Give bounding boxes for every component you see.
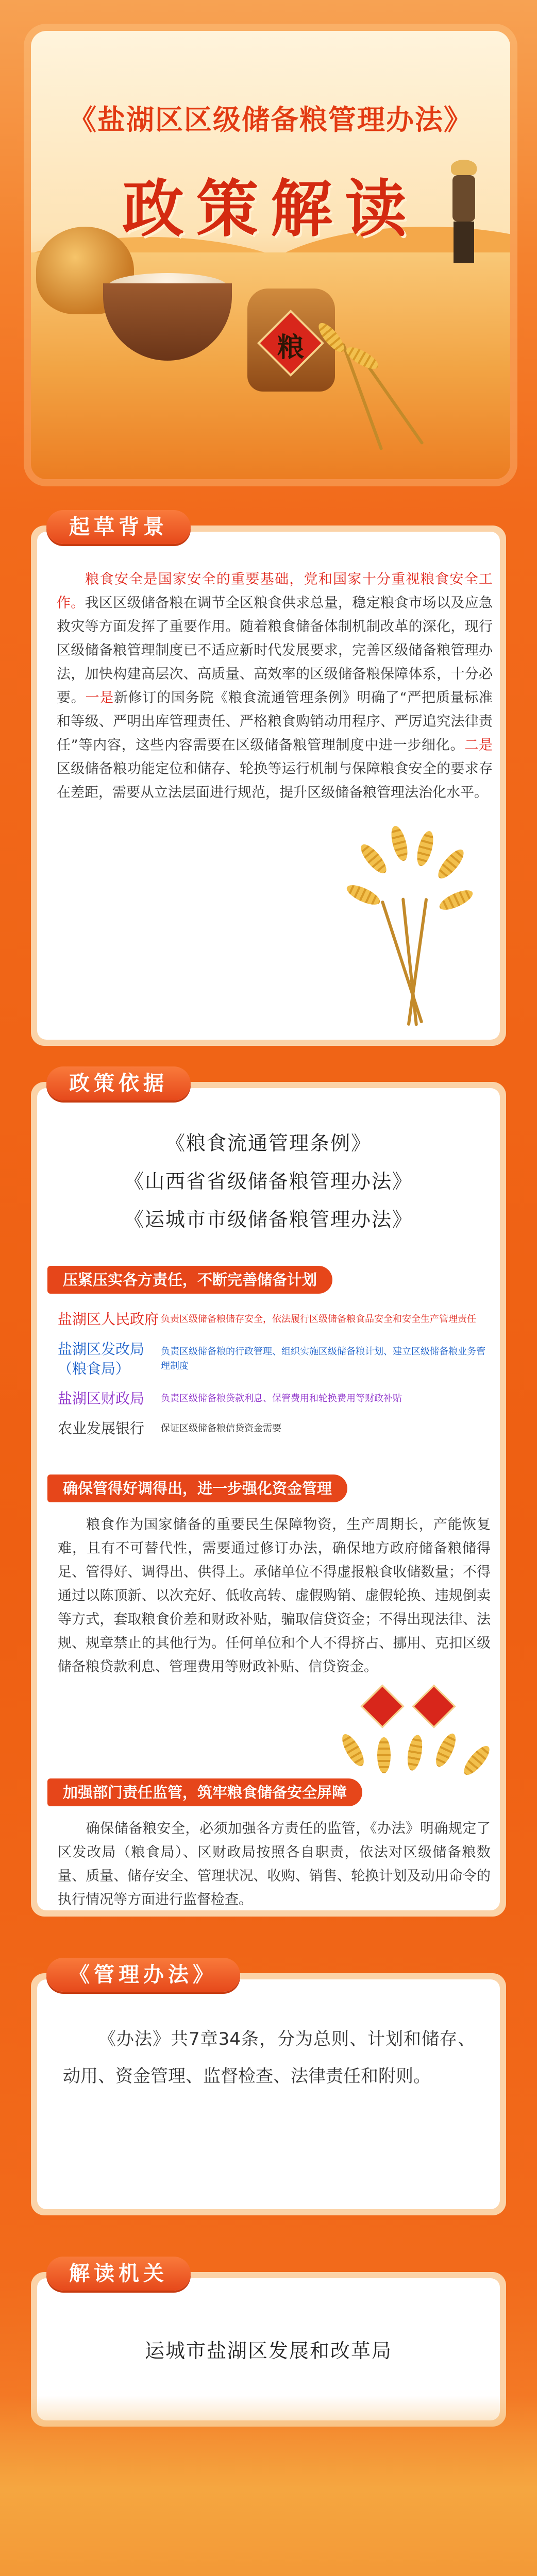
- duty-name: 盐湖区发改局 （粮食局）: [58, 1341, 145, 1377]
- duty-desc: 负责区级储备粮的行政管理、组织实施区级储备粮计划、建立区级储备粮业务管理制度: [161, 1346, 485, 1371]
- duty-row: [58, 1414, 491, 1444]
- duty-name: 盐湖区人民政府: [58, 1311, 159, 1328]
- law-item: 《山西省省级储备粮管理办法》: [124, 1170, 413, 1193]
- duty-table: [58, 1304, 491, 1444]
- duty-desc: 负责区级储备粮贷款利息、保管费用和轮换费用等财政补贴: [161, 1393, 402, 1404]
- section-background: [31, 515, 506, 1046]
- law-list: [37, 1124, 500, 1239]
- jar-label-text: 粮: [277, 332, 304, 363]
- paragraph-text: 《办法》共7章34条，分为总则、计划和储存、动用、资金管理、监督检查、法律责任和附则。: [63, 2029, 475, 2087]
- hero-headline: 政策解读: [122, 174, 419, 245]
- paragraph-text: 我区区级储备粮在调节全区粮食供求总量，稳定粮食市场以及应急救灾等方面发挥了重要作用。随着粮食储备体制机制改革的深化，现行区级储备粮管理制度已不适应新时代发展要求，完善区级储备粮管理办法，加快构建高层次、高质量、高效率的区级储备粮保障体系，十分必要。: [57, 595, 493, 706]
- agency-name: 运城市盐湖区发展和改革局: [144, 2340, 392, 2362]
- duty-desc: 负责区级储备粮储存安全，依法履行区级储备粮食品安全和安全生产管理责任: [161, 1314, 476, 1325]
- section-measures: [31, 1963, 506, 2215]
- section-body: [37, 1979, 500, 2209]
- fund-text: [58, 1513, 491, 1679]
- duty-row: [58, 1334, 491, 1384]
- supervise-text: [58, 1817, 491, 1910]
- section-policy-basis: [31, 1072, 506, 1917]
- section-body: [37, 532, 500, 1040]
- duty-row: [58, 1384, 491, 1414]
- subheading-2: [47, 1475, 347, 1502]
- section-body: [37, 1088, 500, 1910]
- bottom-wheat-decoration: [0, 2550, 537, 2576]
- section-tab: 解读机关: [46, 2257, 191, 2291]
- subheading-1: [47, 1266, 332, 1294]
- hero-title: 《盐湖区区级储备粮管理办法》: [69, 104, 473, 136]
- wheat-bundle-illustration: [346, 820, 480, 1026]
- section-tab: 政策依据: [46, 1066, 191, 1100]
- law-item: 《粮食流通管理条例》: [165, 1132, 372, 1155]
- grain-decoration: [346, 1670, 491, 1789]
- duty-desc: 保证区级储备粮信贷资金需要: [161, 1423, 281, 1434]
- hero-banner: [31, 31, 510, 479]
- highlight-red: 二是: [464, 737, 493, 753]
- section-tab: 《管理办法》: [46, 1958, 240, 1992]
- paragraph-text: 粮食作为国家储备的重要民生保障物资，生产周期长，产能恢复难，且有不可替代性，需要通过修订办法，确保地方政府储备粮储得足、管得好、调得出、供得上。承储单位不得虚报粮食收储数量；不得通过以陈顶新、以次充好、低收高转、虚假购销、虚假轮换、违规倒卖等方式，套取粮食价差和财政补贴，骗取信贷资金；不得出现法律、法规、规章禁止的其他行为。任何单位和个人不得挤占、挪用、克扣区级储备粮贷款利息、管理费用等财政补贴、信贷资金。: [58, 1517, 491, 1675]
- highlight-red: 粮食安全是国家安全的重要基础，党和国家十分重视粮食安全工作。: [57, 571, 493, 611]
- section-tab: 起草背景: [46, 510, 191, 544]
- measures-text: [63, 2021, 475, 2095]
- paragraph: [58, 1513, 491, 1679]
- duty-row: [58, 1304, 491, 1334]
- paragraph-text: 新修订的国务院《粮食流通管理条例》明确了“严把质量标准和等级、严明出库管理责任、严格粮食购销动用程序、严厉追究法律责任”等内容，这些内容需要在区级储备粮管理制度中进一步细化。: [57, 690, 493, 753]
- subheading: 加强部门责任监管，筑牢粮食储备安全屏障: [47, 1778, 362, 1806]
- farmer-figure: [438, 160, 484, 263]
- paragraph: [57, 568, 493, 805]
- duty-name: 盐湖区财政局: [58, 1390, 145, 1407]
- paragraph: [58, 1817, 491, 1910]
- duty-name: 农业发展银行: [58, 1420, 145, 1437]
- subheading-3: [47, 1778, 362, 1806]
- paragraph-text: 确保储备粮安全，必须加强各方责任的监管，《办法》明确规定了区发改局（粮食局）、区财政局按照各自职责，依法对区级储备粮数量、质量、储存安全、管理状况、收购、销售、轮换计划及动用命令的执行情况等方面进行监督检查。: [58, 1821, 491, 1908]
- background-text: [57, 568, 493, 805]
- paragraph: [63, 2021, 475, 2095]
- highlight-red: 一是: [85, 690, 114, 706]
- law-item: 《运城市市级储备粮管理办法》: [124, 1208, 413, 1231]
- paragraph-text: 区级储备粮功能定位和储存、轮换等运行机制与保障粮食安全的要求存在差距，需要从立法层面进行规范，提升区级储备粮管理法治化水平。: [57, 761, 493, 801]
- subheading: 确保管得好调得出，进一步强化资金管理: [47, 1475, 347, 1502]
- bottom-wheat-field: [0, 2396, 537, 2576]
- subheading: 压紧压实各方责任，不断完善储备计划: [47, 1266, 332, 1294]
